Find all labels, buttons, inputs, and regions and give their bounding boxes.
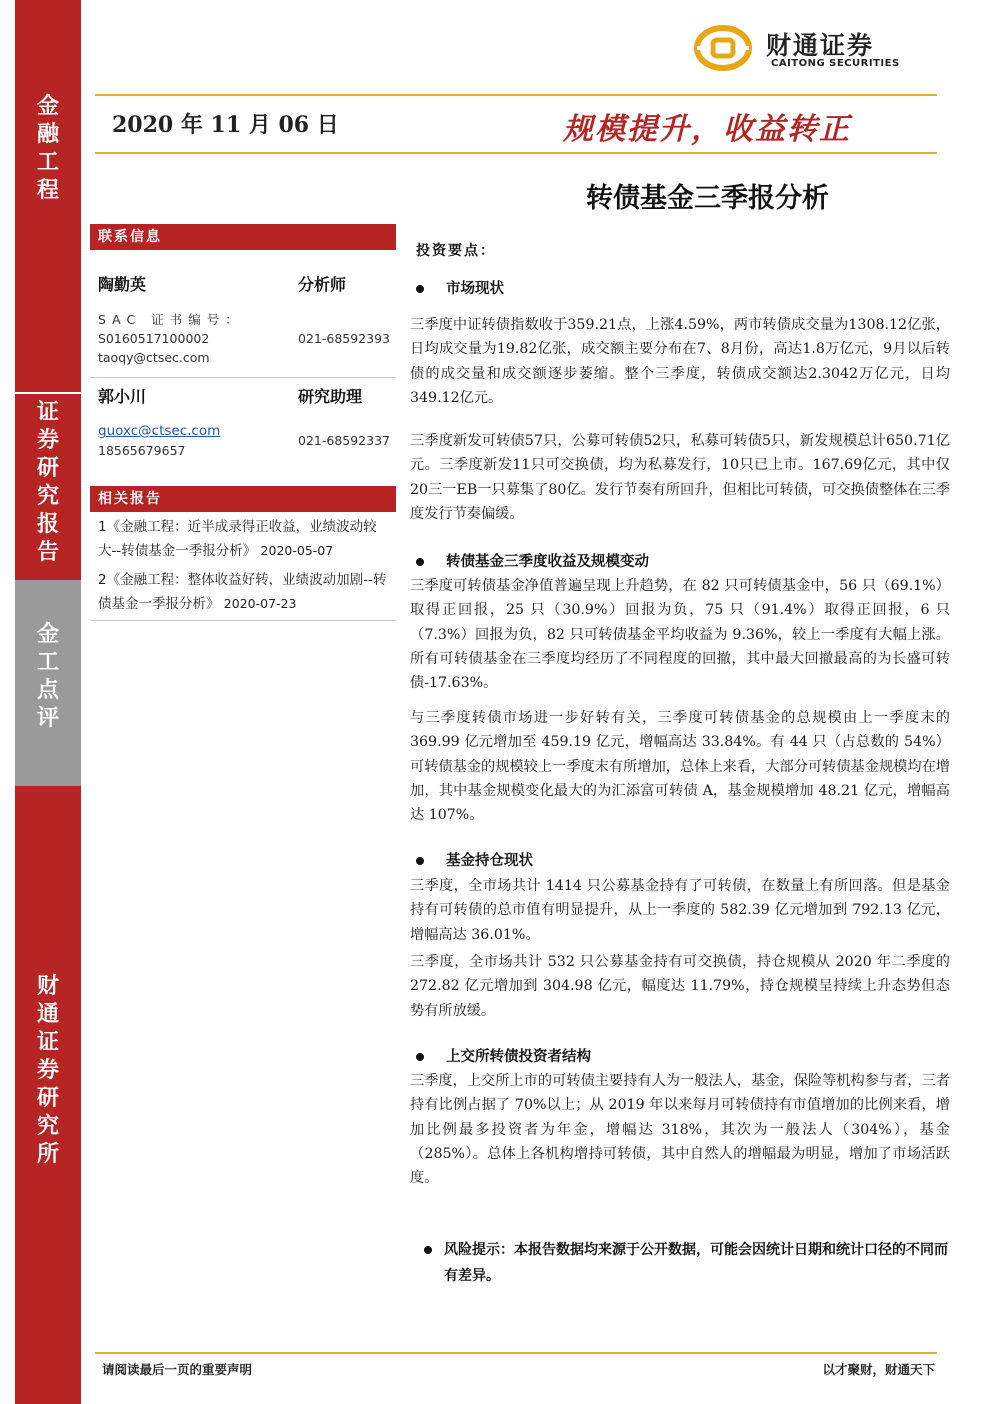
bullet-icon <box>416 558 424 566</box>
sidebar <box>15 0 81 1404</box>
related-report-1[interactable] <box>98 516 394 563</box>
para-returns-1: 三季度可转债基金净值普遍呈现上升趋势，在 82 只可转债基金中，56 只（69.1%）取得正回报，25 只（30.9%）回报为负，75 只（91.4%）取得正回报，6 只（7.3%）回报为负，82 只可转债基金平均收益为 9.36%，较上一季度有大幅上涨。所有可转债基金在三季度均经历了不同程度的回撤，其中最大回撤最高的为长盛可转债-17.63%。 <box>410 578 950 692</box>
footer-divider <box>95 1352 937 1354</box>
para-holdings-1: 三季度，全市场共计 1414 只公募基金持有了可转债，在数量上有所回落。但是基金持有可转债的总市值有明显提升，从上一季度的 582.39 亿元增加到 792.13 亿元，增幅高达 36.01%。 <box>410 878 950 943</box>
analyst-1-email[interactable]: taoqy@ctsec.com <box>98 350 210 365</box>
footer-slogan: 以才聚财，财通天下 <box>822 1362 935 1377</box>
related-heading: 相关报告 <box>90 486 396 512</box>
related-report-2[interactable] <box>98 569 394 616</box>
bullet-icon <box>416 285 424 293</box>
logo-text-cn: 财通证券 <box>766 31 875 60</box>
section-investor-structure: 上交所转债投资者结构 <box>416 1045 591 1066</box>
related-report-2-title[interactable]: 2《金融工程：整体收益好转，业绩波动加剧--转债基金一季报分析》 <box>98 572 387 612</box>
contact-heading: 联系信息 <box>90 224 396 250</box>
analyst-1-role: 分析师 <box>298 275 347 294</box>
analyst-2-name: 郭小川 <box>98 387 147 406</box>
bullet-icon <box>416 857 424 865</box>
report-subtitle: 转债基金三季报分析 <box>586 183 829 214</box>
analyst-1-phone: 021-68592393 <box>298 331 390 346</box>
analyst-1-sac-label: SAC 证书编号： <box>98 312 244 327</box>
related-report-1-date: 2020-05-07 <box>260 543 334 558</box>
sidebar-label-institute: 财 通 证 券 研 究 所 <box>36 973 59 1167</box>
related-divider <box>90 620 396 621</box>
para-returns-2: 与三季度转债市场进一步好转有关，三季度可转债基金的总规模由上一季度末的 369.99 亿元增加至 459.19 亿元，增幅高达 33.84%。有 44 只（占总数的 54%）可转债基金的规模较上一季度末有所增加，总体上来看，大部分可转债基金规模均在增加，其中基金规模变化最大的为汇添富可转债 A，基金规模增加 48.21 亿元，增幅高达 107%。 <box>410 710 950 824</box>
section-fund-returns: 转债基金三季度收益及规模变动 <box>416 550 649 571</box>
analyst-2-phone: 021-68592337 <box>298 433 390 448</box>
header-divider-bottom <box>95 152 937 154</box>
sidebar-label-quant-comment: 金 工 点 评 <box>36 621 59 731</box>
caitong-logo-icon <box>693 24 753 72</box>
contact-divider <box>90 377 396 378</box>
risk-bullet-icon <box>424 1246 432 1254</box>
analyst-2-role: 研究助理 <box>298 387 363 406</box>
para-market-2: 三季度新发可转债57只，公募可转债52只，私募可转债5只，新发规模总计650.71亿元。三季度新发11只可交换债，均为私募发行，10只已上市。167.69亿元，其中仅20三一EB一只募集了80亿。发行节奏有所回升，但相比可转债，可交换债整体在三季度发行节奏偏缓。 <box>410 433 950 522</box>
para-holdings-2: 三季度，全市场共计 532 只公募基金持有可交换债，持仓规模从 2020 年二季度的 272.82 亿元增加到 304.98 亿元，幅度达 11.79%，持仓规模呈持续上升态势但态势有所放缓。 <box>410 954 950 1019</box>
analyst-1-sac: S0160517100002 <box>98 331 210 346</box>
logo-text-en: CAITONG SECURITIES <box>771 58 900 69</box>
report-headline: 规模提升，收益转正 <box>563 112 851 147</box>
footer-disclaimer[interactable]: 请阅读最后一页的重要声明 <box>102 1362 253 1377</box>
para-investor: 三季度，上交所上市的可转债主要持有人为一般法人，基金，保险等机构参与者，三者持有比例占据了 70%以上；从 2019 年以来每月可转债持有市值增加的比例来看，增加比例最多投资者为年金，增幅达 318%，其次为一般法人（304%），基金（285%）。总体上各机构增持可转债，其中自然人的增幅最为明显，增加了市场活跃度。 <box>410 1073 950 1187</box>
analyst-2-email-link[interactable]: guoxc@ctsec.com <box>98 423 221 439</box>
header-divider-top <box>95 94 937 96</box>
related-report-2-date: 2020-07-23 <box>223 596 297 611</box>
section-market-status: 市场现状 <box>416 277 504 298</box>
summary-heading: 投资要点： <box>416 243 496 259</box>
analyst-2-mobile: 18565679657 <box>98 443 186 458</box>
section-holdings: 基金持仓现状 <box>416 849 533 870</box>
para-market-1: 三季度中证转债指数收于359.21点，上涨4.59%，两市转债成交量为1308.12亿张，日均成交量为19.82亿张，成交额主要分布在7、8月份，高达1.8万亿元，9月以后转债的成交量和成交额逐步萎缩。整个三季度，转债成交额达2.3042万亿元，日均349.12亿元。 <box>410 317 950 406</box>
sidebar-label-research-report: 证 券 研 究 报 告 <box>36 399 59 565</box>
report-date: 2020 年 11 月 06 日 <box>112 112 339 138</box>
sidebar-label-financial-engineering: 金 融 工 程 <box>36 93 59 203</box>
related-report-1-title[interactable]: 1《金融工程：近半成录得正收益，业绩波动较大--转债基金一季报分析》 <box>98 519 377 559</box>
analyst-1-name: 陶勤英 <box>98 275 147 294</box>
risk-warning: 风险提示：本报告数据均来源于公开数据，可能会因统计日期和统计口径的不同而有差异。 <box>444 1242 948 1284</box>
bullet-icon <box>416 1053 424 1061</box>
